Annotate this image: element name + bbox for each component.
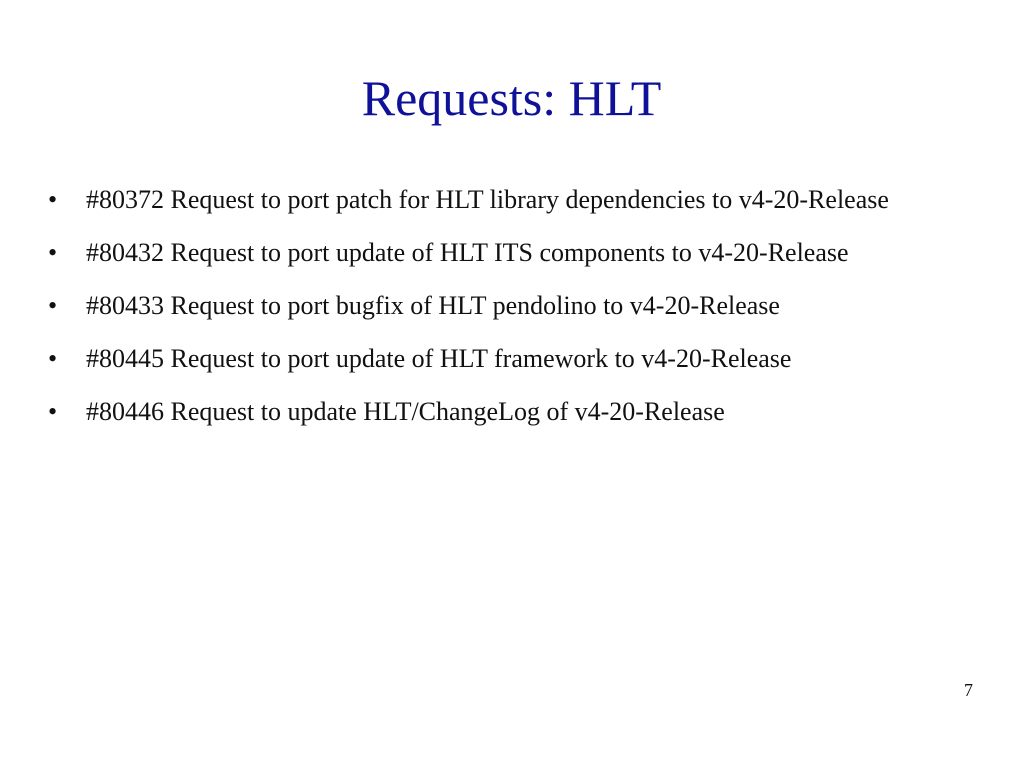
bullet-icon: • — [48, 397, 58, 426]
bullet-icon: • — [48, 344, 58, 373]
list-item-text: #80433 Request to port bugfix of HLT pendolino to v4-20-Release — [86, 291, 780, 320]
bullet-list — [48, 182, 968, 447]
list-item-text: #80446 Request to update HLT/ChangeLog of v4-20-Release — [86, 397, 725, 426]
list-item-text: #80445 Request to port update of HLT framework to v4-20-Release — [86, 344, 792, 373]
bullet-icon: • — [48, 238, 58, 267]
page-number: 7 — [964, 680, 973, 700]
list-item — [48, 288, 968, 323]
list-item-text: #80372 Request to port patch for HLT library dependencies to v4-20-Release — [86, 185, 889, 214]
list-item — [48, 182, 968, 217]
list-item — [48, 394, 968, 429]
list-item — [48, 341, 968, 376]
bullet-icon: • — [48, 185, 58, 214]
list-item — [48, 235, 968, 270]
slide-title: Requests: HLT — [361, 70, 662, 126]
bullet-icon: • — [48, 291, 58, 320]
list-item-text: #80432 Request to port update of HLT ITS components to v4-20-Release — [86, 238, 849, 267]
